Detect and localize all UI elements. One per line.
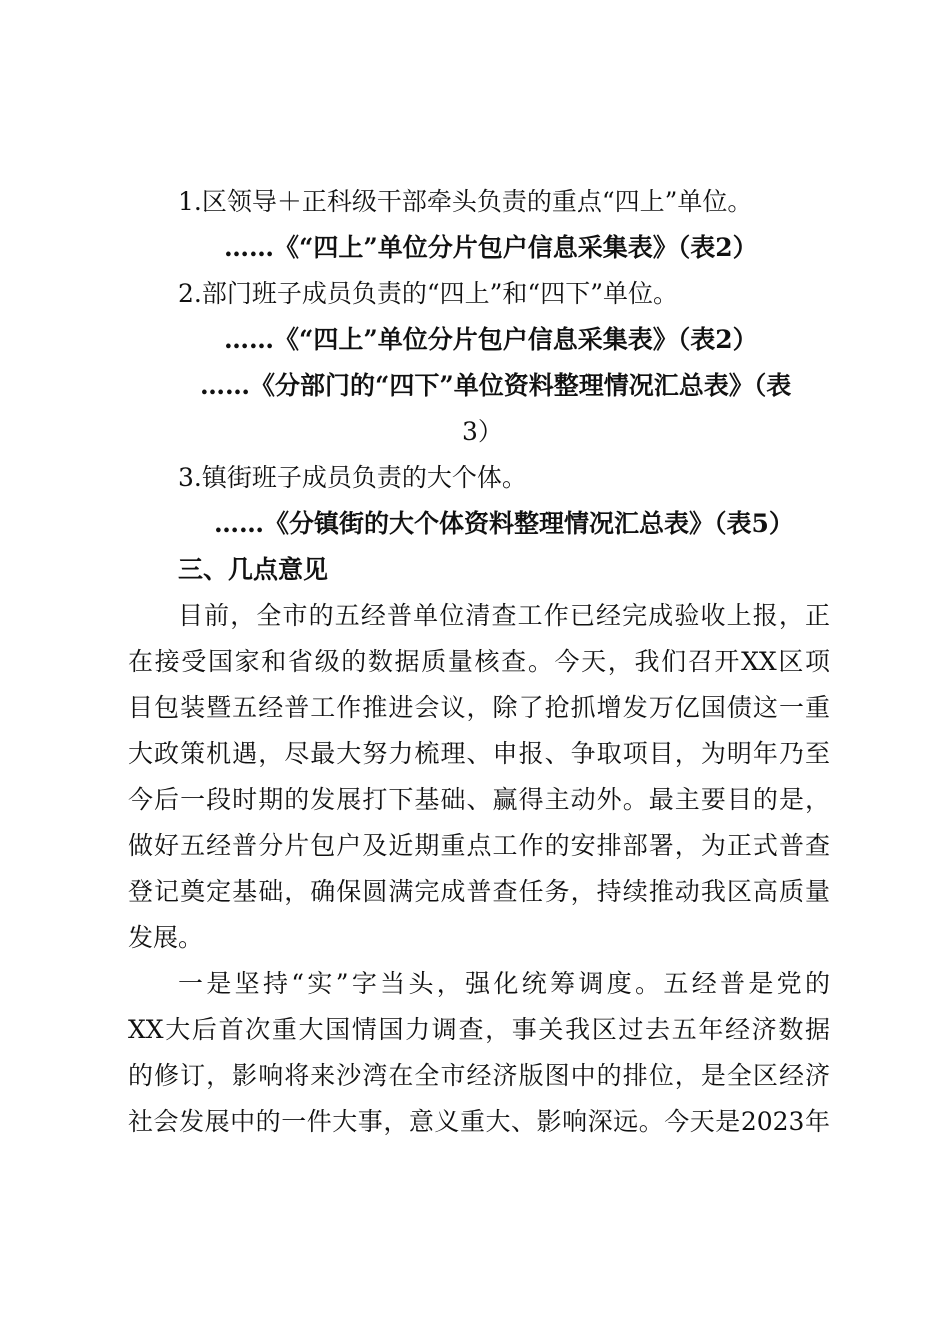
section-heading: 三、几点意见 xyxy=(178,555,329,584)
paragraph-line: 大政策机遇，尽最大努力梳理、申报、争取项目，为明年乃至 xyxy=(128,739,830,768)
item-3-text: 3.镇街班子成员负责的大个体。 xyxy=(178,463,527,492)
item-1-text: 1.区领导＋正科级干部牵头负责的重点“四上”单位。 xyxy=(178,187,753,216)
paragraph-line: 登记奠定基础，确保圆满完成普查任务，持续推动我区高质量 xyxy=(128,877,830,906)
item-1-reference: ……《“四上”单位分片包户信息采集表》（表2） xyxy=(224,233,758,262)
paragraph-line: 发展。 xyxy=(128,923,204,952)
item-2-reference-1: ……《“四上”单位分片包户信息采集表》（表2） xyxy=(224,325,758,354)
item-2-reference-2-continued: 3） xyxy=(462,417,503,446)
item-2-reference-2: ……《分部门的“四下”单位资料整理情况汇总表》（表 xyxy=(200,371,792,400)
paragraph-line: 今后一段时期的发展打下基础、赢得主动外。最主要目的是， xyxy=(128,785,830,814)
item-3-reference: ……《分镇街的大个体资料整理情况汇总表》（表5） xyxy=(214,509,794,538)
paragraph-line: XX大后首次重大国情国力调查，事关我区过去五年经济数据 xyxy=(128,1015,830,1044)
paragraph-line: 在接受国家和省级的数据质量核查。今天，我们召开XX区项 xyxy=(128,647,830,676)
paragraph-line: 一是坚持“实”字当头，强化统筹调度。五经普是党的 xyxy=(178,969,830,998)
paragraph-line: 社会发展中的一件大事，意义重大、影响深远。今天是2023年 xyxy=(128,1107,830,1136)
item-2-text: 2.部门班子成员负责的“四上”和“四下”单位。 xyxy=(178,279,678,308)
paragraph-line: 目包装暨五经普工作推进会议，除了抢抓增发万亿国债这一重 xyxy=(128,693,830,722)
paragraph-line: 的修订，影响将来沙湾在全市经济版图中的排位，是全区经济 xyxy=(128,1061,830,1090)
paragraph-line: 做好五经普分片包户及近期重点工作的安排部署，为正式普查 xyxy=(128,831,830,860)
paragraph-line: 目前，全市的五经普单位清查工作已经完成验收上报，正 xyxy=(178,601,830,630)
